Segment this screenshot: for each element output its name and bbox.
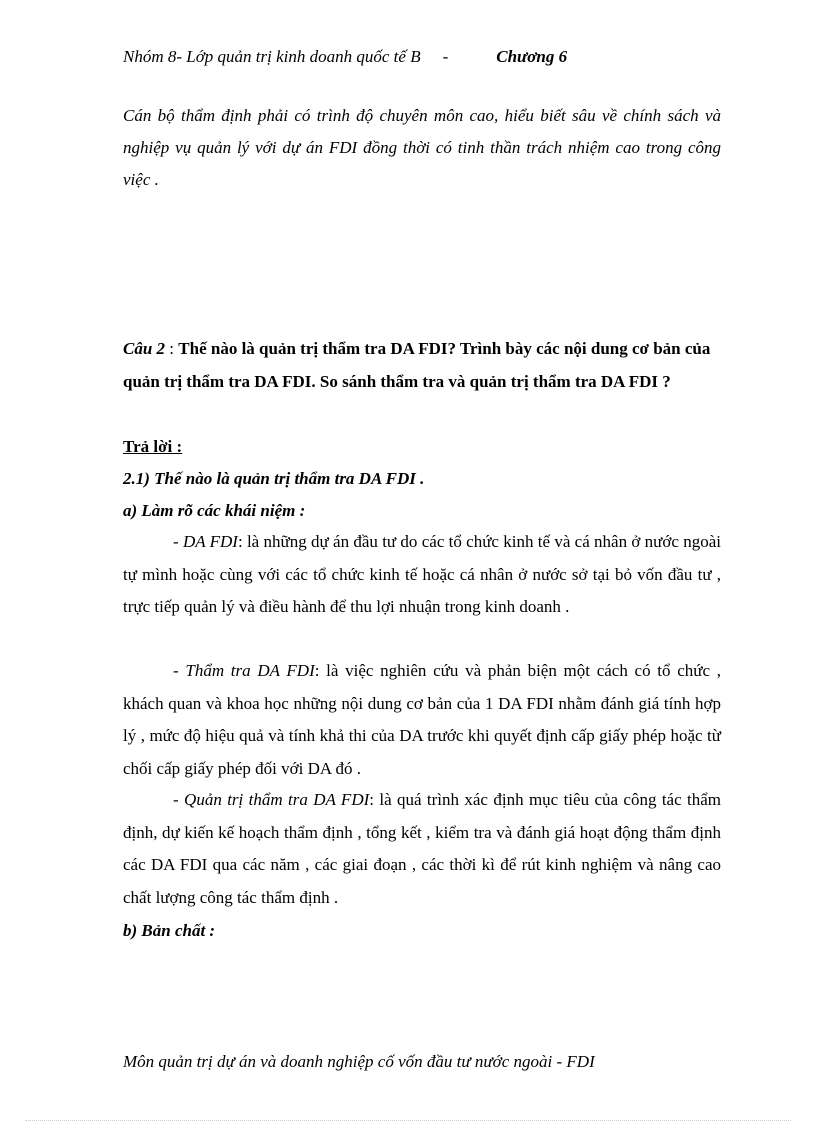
question-number: Câu 2 xyxy=(123,339,166,358)
definition-item: - DA FDI: là những dự án đầu tư do các tổ chức kinh tế và cá nhân ở nước ngoài tự mình hoặc cùng với các tổ chức kinh tế hoặc cá nhân ở nước sở tại bỏ vốn đầu tư , trực tiếp quản lý và điều hành để thu lợi nhuận trong kinh doanh . xyxy=(123,532,721,616)
definition-item: - Quản trị thẩm tra DA FDI: là quá trình xác định mục tiêu của công tác thẩm định, dự kiến kế hoạch thẩm định , tổng kết , kiểm tra và đánh giá hoạt động thẩm định các DA FDI qua các năm , các giai đoạn , các thời kì để rút kinh nghiệm và nâng cao chất lượng công tác thẩm định . xyxy=(123,790,722,907)
definition-item: - Thẩm tra DA FDI: là việc nghiên cứu và phản biện một cách có tổ chức , khách quan và khoa học những nội dung cơ bản của 1 DA FDI nhằm đánh giá tính hợp lý , mức độ hiệu quả và tính khả thi của DA trước khi quyết định cấp giấy phép hoặc từ chối cấp giấy phép đối với DA đó . xyxy=(123,661,721,778)
question-text: Thế nào là quản trị thẩm tra DA FDI? Trình bày các nội dung cơ bản của quản trị thẩm tra DA FDI. So sánh thẩm tra và quản trị thẩm tra DA FDI ? xyxy=(123,339,711,391)
answer-label: Trả lời : xyxy=(123,437,183,456)
question-block xyxy=(123,333,721,398)
subsection-heading-a: a) Làm rõ các khái niệm : xyxy=(123,501,306,520)
subsection-heading-b: b) Bản chất : xyxy=(123,921,216,940)
page-bottom-divider xyxy=(25,1120,791,1121)
definition-term: Quản trị thẩm tra DA FDI xyxy=(184,790,370,809)
question-separator: : xyxy=(165,339,179,358)
intro-paragraph: Cán bộ thẩm định phải có trình độ chuyên môn cao, hiểu biết sâu về chính sách và nghiệp vụ quản lý với dự án FDI đồng thời có tinh thần trách nhiệm cao trong công việc . xyxy=(123,106,721,189)
definition-text: : là những dự án đầu tư do các tổ chức kinh tế và cá nhân ở nước ngoài tự mình hoặc cùng với các tổ chức kinh tế hoặc cá nhân ở nước sở tại bỏ vốn đầu tư , trực tiếp quản lý và điều hành để thu lợi nhuận trong kinh doanh . xyxy=(123,532,721,616)
definition-term: Thẩm tra DA FDI xyxy=(185,661,315,680)
page-header xyxy=(123,47,723,67)
definition-term: DA FDI xyxy=(182,532,238,551)
definition-text: : là việc nghiên cứu và phản biện một cách có tổ chức , khách quan và khoa học những nội dung cơ bản của 1 DA FDI nhằm đánh giá tính hợp lý , mức độ hiệu quả và tính khả thi của DA trước khi quyết định cấp giấy phép hoặc từ chối cấp giấy phép đối với DA đó . xyxy=(123,661,721,778)
header-group-label: Nhóm 8- Lớp quản trị kinh doanh quốc tế B xyxy=(123,47,421,66)
definition-text: : là quá trình xác định mục tiêu của công tác thẩm định, dự kiến kế hoạch thẩm định , tổng kết , kiểm tra và đánh giá hoạt động thẩm định các DA FDI qua các năm , các giai đoạn , các thời kì để rút kinh nghiệm và nâng cao chất lượng công tác thẩm định . xyxy=(123,790,722,907)
header-dash: - xyxy=(442,47,449,66)
answer-heading xyxy=(123,434,723,460)
page-footer: Môn quản trị dự án và doanh nghiệp cố vốn đầu tư nước ngoài - FDI xyxy=(123,1052,595,1071)
section-heading-2-1: 2.1) Thế nào là quản trị thẩm tra DA FDI . xyxy=(123,469,425,488)
header-chapter: Chương 6 xyxy=(496,47,568,66)
